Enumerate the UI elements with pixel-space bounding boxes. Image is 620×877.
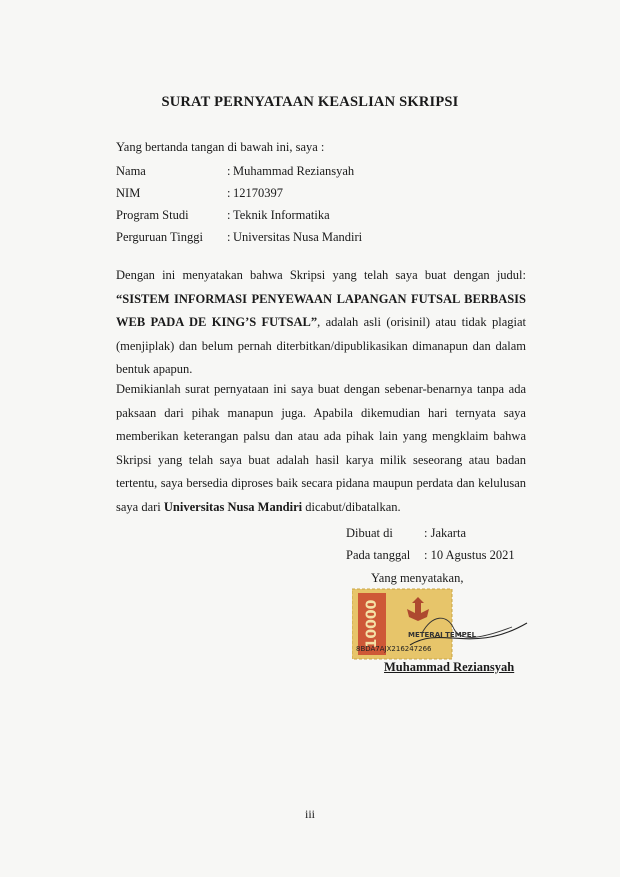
identity-table (116, 162, 362, 250)
place-value: : Jakarta (424, 526, 466, 540)
document-title: SURAT PERNYATAAN KEASLIAN SKRIPSI (161, 94, 459, 110)
date-label: Pada tanggal (346, 548, 411, 562)
identity-label: Perguruan Tinggi (116, 230, 203, 244)
declaration-paragraph (116, 264, 526, 382)
identity-colon: : (227, 164, 231, 178)
identity-colon: : (227, 230, 231, 244)
date-line (346, 548, 515, 563)
identity-value: 12170397 (233, 186, 283, 200)
stamp-code: 8BDA7AJX216247266 (356, 645, 432, 653)
place-line (346, 526, 466, 541)
page-number: iii (304, 807, 315, 821)
paragraph-text: Dengan ini menyatakan bahwa Skripsi yang telah saya buat dengan judul: (116, 268, 526, 282)
stamp-value-text: 10000 (364, 599, 380, 649)
stamp-label: METERAI TEMPEL (408, 631, 477, 639)
place-label: Dibuat di (346, 526, 393, 540)
signer-name: Muhammad Reziansyah (384, 660, 515, 674)
date-value: : 10 Agustus 2021 (424, 548, 515, 562)
paragraph-text: dicabut/dibatalkan. (302, 499, 401, 514)
paragraph-text: Demikianlah surat pernyataan ini saya buat dengan sebenar-benarnya tanpa ada paksaan dari pihak manapun juga. Apabila dikemudian hari ternyata saya memberikan keterangan palsu dan atau ada pihak lain yang mengklaim bahwa Skripsi yang telah saya buat adalah hasil karya milik seseorang atau badan tertentu, saya bersedia diproses baik secara pidana maupun perdata dan kelulusan saya dari (116, 382, 526, 514)
identity-row-university (116, 228, 362, 250)
meterai-stamp-image (352, 585, 532, 665)
identity-value: Muhammad Reziansyah (233, 164, 355, 178)
identity-label: Nama (116, 164, 146, 178)
identity-row-nim (116, 184, 362, 206)
closing-text: Yang menyatakan, (371, 571, 464, 585)
identity-colon: : (227, 208, 231, 222)
identity-label: NIM (116, 186, 141, 200)
identity-row-program (116, 206, 362, 228)
intro-text: Yang bertanda tangan di bawah ini, saya : (116, 140, 325, 154)
university-name: Universitas Nusa Mandiri (163, 499, 303, 514)
identity-value: Universitas Nusa Mandiri (233, 230, 363, 244)
identity-value: Teknik Informatika (233, 208, 330, 222)
paragraph-text: , adalah asli (orisinil) atau tidak plagiat (menjiplak) dan belum pernah diterbitkan/dipublikasikan dimanapun dan dalam bentuk apapun. (116, 315, 526, 376)
thesis-title: “SISTEM INFORMASI PENYEWAAN LAPANGAN FUTSAL BERBASIS WEB PADA DE KING’S FUTSAL” (116, 291, 526, 329)
identity-colon: : (227, 186, 231, 200)
identity-label: Program Studi (116, 208, 189, 222)
statement-paragraph (116, 378, 526, 519)
signature-stamp-area (352, 585, 532, 665)
identity-row-name (116, 162, 362, 184)
